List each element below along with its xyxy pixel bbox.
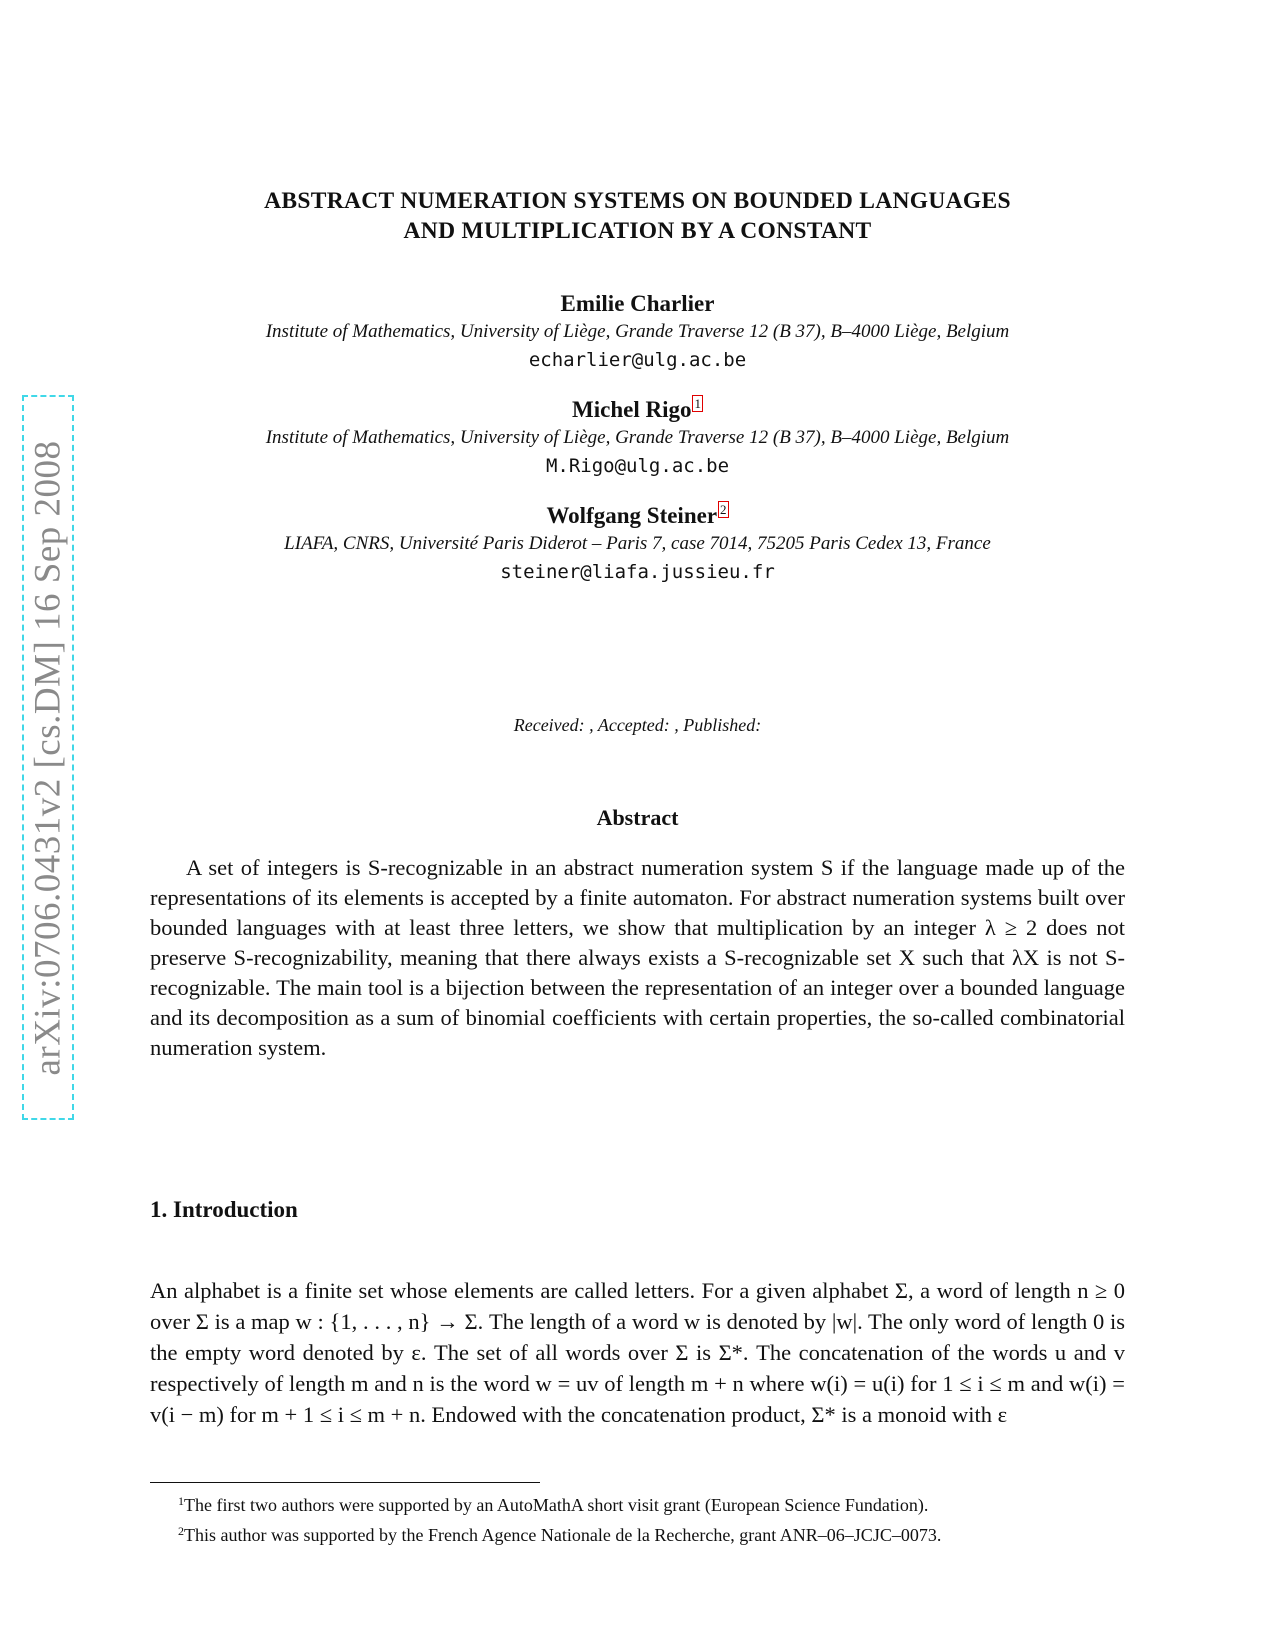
arxiv-identifier: arXiv:0706.0431v2 [cs.DM] 16 Sep 2008 (27, 439, 69, 1076)
title-line-2: AND MULTIPLICATION BY A CONSTANT (403, 218, 872, 244)
abstract-text: A set of integers is S-recognizable in an abstract numeration system S if the language made up of the representations of its elements is accepted by a finite automaton. For abstract numeration systems built over bounded languages with at least three letters, we show that multiplication by an integer λ ≥ 2 does not preserve S-recognizability, meaning that there always exists a S-recognizable set X such that λX is not S-recognizable. The main tool is a bijection between the representation of an integer over a bounded language and its decomposition as a sum of binomial coefficients with certain properties, the so-called combinatorial numeration system. (150, 855, 1125, 1060)
section-heading: 1. Introduction (150, 1197, 298, 1222)
paper-title (0, 186, 1275, 246)
author-block-2 (0, 396, 1275, 480)
author-affiliation: LIAFA, CNRS, Université Paris Diderot – Paris 7, case 7014, 75205 Paris Cedex 13, France (284, 533, 991, 554)
footnote-rule (150, 1482, 540, 1483)
footnotes (150, 1488, 1125, 1548)
abstract-heading: Abstract (596, 805, 679, 830)
author-email[interactable]: M.Rigo@ulg.ac.be (545, 455, 730, 477)
author-affiliation: Institute of Mathematics, University of Liège, Grande Traverse 12 (B 37), B–4000 Liège, Belgium (265, 427, 1010, 448)
footnote-2: $^2$This author was supported by the French Agence Nationale de la Recherche, grant ANR–06–JCJC–0073. (178, 1524, 942, 1545)
author-email[interactable]: steiner@liafa.jussieu.fr (500, 561, 775, 583)
author-name: Michel Rigo $^1$ (572, 396, 701, 422)
footnote-1: $^1$The first two authors were supported by an AutoMathA short visit grant (European Science Fundation). (178, 1494, 929, 1515)
author-name: Emilie Charlier (560, 291, 715, 316)
author-name: Wolfgang Steiner $^2$ (546, 502, 727, 528)
author-block-3 (0, 502, 1275, 586)
author-email[interactable]: echarlier@ulg.ac.be (528, 349, 747, 371)
footnote-link-2[interactable]: 2 (720, 502, 727, 517)
footnote-link-1[interactable]: 1 (694, 396, 701, 411)
author-affiliation: Institute of Mathematics, University of Liège, Grande Traverse 12 (B 37), B–4000 Liège, Belgium (265, 321, 1010, 342)
introduction-text: An alphabet is a finite set whose elements are called letters. For a given alphabet Σ, a word of length n ≥ 0 over Σ is a map w : {1, . . . , n} → Σ. The length of a word w is denoted by |w|. The only word of length 0 is the empty word denoted by ε. The set of all words over Σ is Σ*. The concatenation of the words u and v respectively of length m and n is the word w = uv of length m + n where w(i) = u(i) for 1 ≤ i ≤ m and w(i) = v(i − m) for m + 1 ≤ i ≤ m + n. Endowed with the concatenation product, Σ* is a monoid with ε (150, 1278, 1125, 1427)
received-line: Received: , Accepted: , Published: (513, 715, 762, 735)
author-block-1 (0, 290, 1275, 374)
title-line-1: ABSTRACT NUMERATION SYSTEMS ON BOUNDED LANGUAGES (264, 188, 1011, 214)
arxiv-stamp[interactable] (22, 395, 74, 1120)
